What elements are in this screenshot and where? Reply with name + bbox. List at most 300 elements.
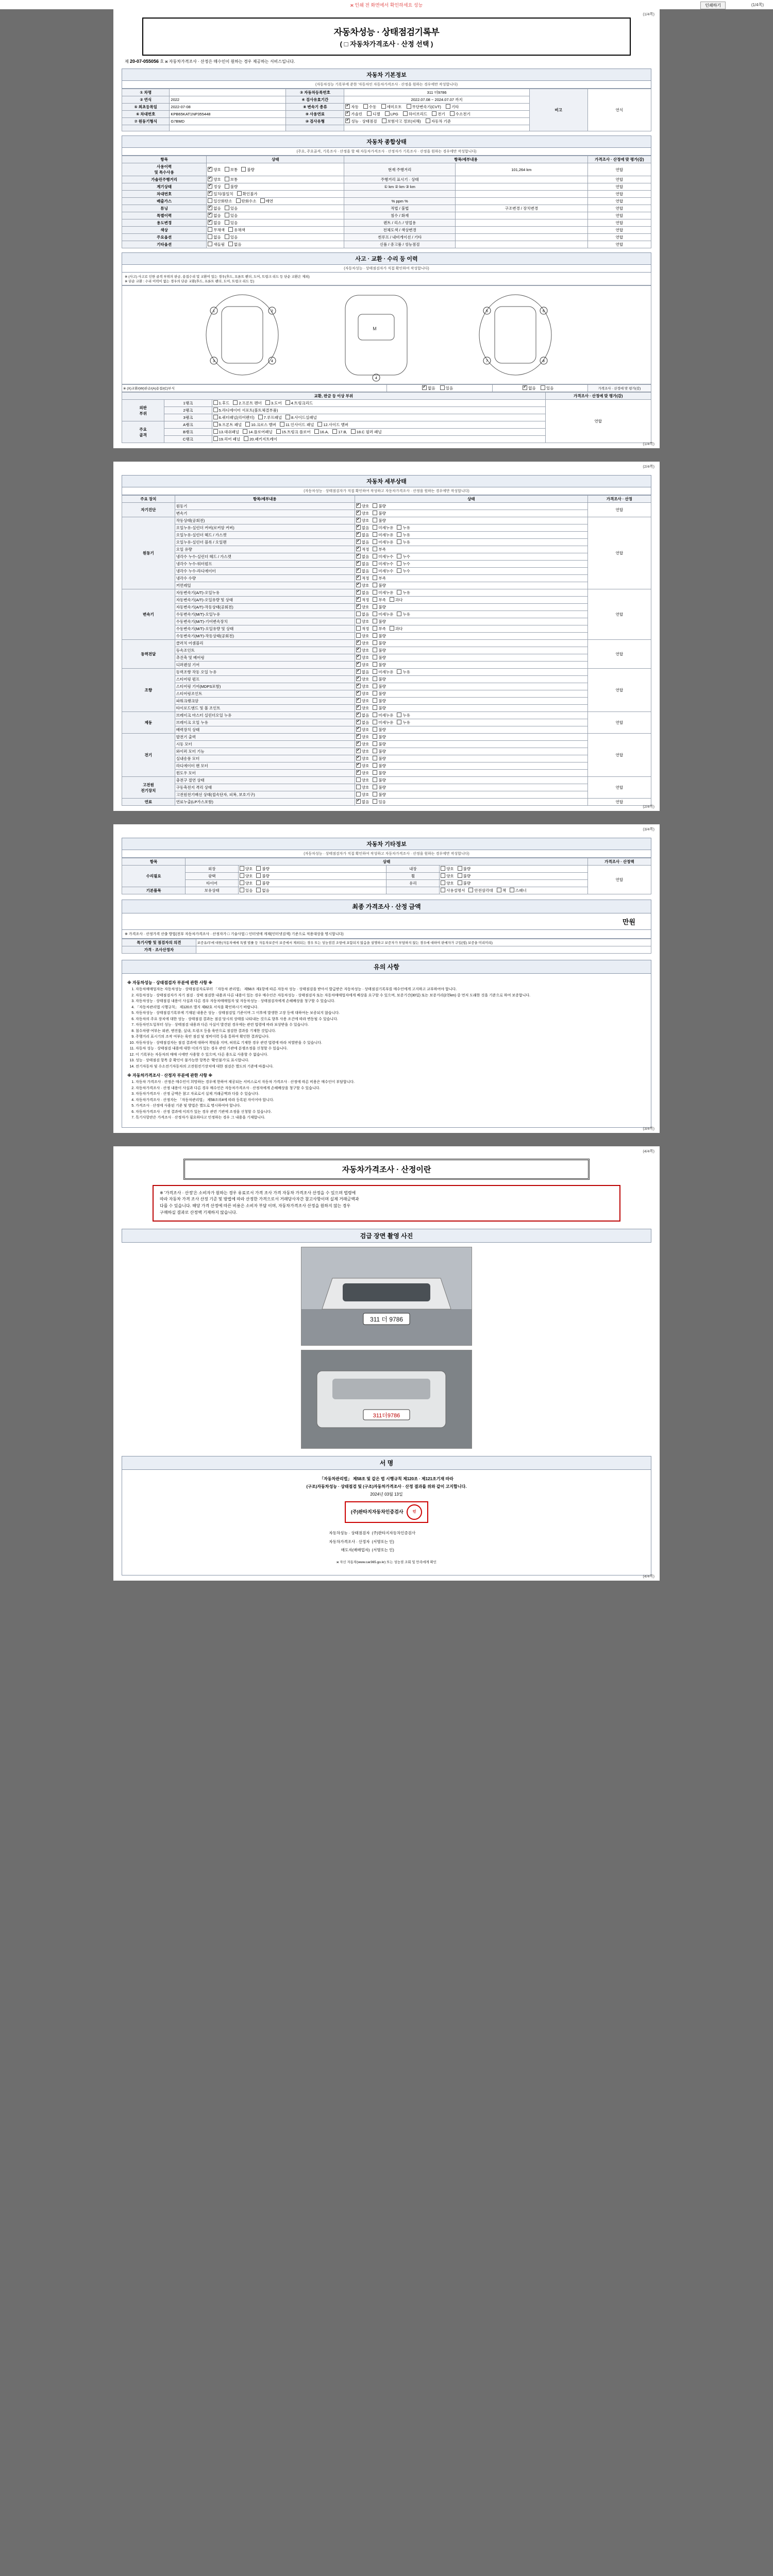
checkbox-icon[interactable] (397, 568, 401, 573)
checkbox-icon[interactable] (356, 720, 361, 724)
option-불량[interactable]: 불량 (241, 167, 255, 173)
checkbox-icon[interactable] (497, 888, 501, 892)
option-불량[interactable]: 불량 (373, 727, 386, 733)
detail-state[interactable] (355, 539, 587, 546)
checkbox-icon[interactable] (381, 104, 386, 109)
option-미세누수[interactable]: 미세누수 (373, 561, 393, 567)
option-누수[interactable]: 누수 (397, 561, 410, 567)
checkbox-icon[interactable] (373, 561, 377, 566)
checkbox-icon[interactable] (356, 554, 361, 558)
overall-state[interactable] (207, 191, 344, 198)
option-양호[interactable]: ✔ 양호 (208, 177, 221, 182)
etc-state-2[interactable] (440, 887, 588, 894)
option-없음[interactable]: ✔ 없음 (208, 220, 221, 226)
checkbox-icon[interactable] (244, 436, 248, 441)
option-불량[interactable]: 불량 (373, 583, 386, 588)
checkbox-icon[interactable] (373, 763, 377, 768)
accident-parts[interactable] (212, 400, 545, 407)
checkbox-icon[interactable] (373, 756, 377, 760)
option-양호[interactable]: ✔ 양호 (356, 604, 369, 610)
checkbox-icon[interactable] (450, 111, 455, 116)
option-3.도어[interactable]: 3.도어 (265, 400, 282, 406)
detail-state[interactable] (355, 524, 587, 532)
option-매연[interactable]: 매연 (260, 198, 274, 204)
checkbox-icon[interactable] (441, 866, 445, 871)
checkbox-icon[interactable] (228, 227, 233, 232)
overall-state[interactable] (207, 183, 344, 191)
option-없음[interactable]: ✔ 없음 (208, 213, 221, 218)
option-사용설명서[interactable]: 사용설명서 (441, 888, 465, 893)
option-none[interactable] (422, 385, 435, 391)
option-없음[interactable]: ✔ 없음 (208, 206, 221, 211)
checkbox-icon[interactable] (356, 691, 361, 696)
overall-state[interactable] (207, 227, 344, 234)
detail-state[interactable] (355, 719, 587, 726)
option-확인불가[interactable]: 확인불가 (237, 191, 258, 197)
checkbox-icon[interactable] (256, 873, 261, 878)
option-미세누유[interactable]: 미세누유 (373, 525, 393, 531)
option-있음[interactable]: 있음 (225, 234, 238, 240)
option-불량[interactable]: 불량 (373, 604, 386, 610)
option-적정[interactable]: ✔ 적정 (356, 575, 369, 581)
option-없음[interactable]: ✔ 없음 (356, 720, 369, 725)
checkbox-icon[interactable] (523, 385, 527, 390)
checkbox-icon[interactable] (356, 734, 361, 739)
detail-state[interactable] (355, 546, 587, 553)
option-누유[interactable]: 누유 (397, 720, 410, 725)
option-양호[interactable]: 양호 (441, 866, 454, 872)
option-10.크로스 멤버[interactable]: 10.크로스 멤버 (245, 422, 276, 428)
option-불량[interactable]: 불량 (458, 880, 471, 886)
option-양호[interactable]: ✔ 양호 (356, 648, 369, 653)
checkbox-icon[interactable] (373, 720, 377, 724)
checkbox-icon[interactable] (345, 118, 350, 123)
checkbox-icon[interactable] (373, 633, 377, 638)
option-14.플로어패널[interactable]: 14.플로어패널 (243, 429, 273, 435)
option-미세누유[interactable]: 미세누유 (373, 720, 393, 725)
checkbox-icon[interactable] (373, 741, 377, 746)
option-없음[interactable]: ✔ 없음 (356, 532, 369, 538)
checkbox-icon[interactable] (385, 111, 390, 116)
legend-options-2[interactable] (492, 385, 587, 392)
checkbox-icon[interactable] (373, 734, 377, 739)
checkbox-icon[interactable] (356, 561, 361, 566)
option-불량[interactable]: 불량 (373, 655, 386, 660)
checkbox-icon[interactable] (373, 575, 377, 580)
overall-state[interactable] (207, 198, 344, 205)
checkbox-icon[interactable] (213, 422, 218, 427)
option-있음[interactable]: 있음 (240, 888, 253, 893)
detail-state[interactable] (355, 705, 587, 712)
option-불량[interactable]: 불량 (373, 770, 386, 776)
option-없음[interactable]: 없음 (228, 242, 242, 247)
option-누유[interactable]: 누유 (397, 539, 410, 545)
option-불량[interactable]: 불량 (373, 763, 386, 769)
detail-state[interactable] (355, 532, 587, 539)
detail-state[interactable] (355, 654, 587, 662)
checkbox-icon[interactable] (356, 597, 361, 602)
checkbox-icon[interactable] (373, 655, 377, 659)
checkbox-icon[interactable] (373, 511, 377, 515)
checkbox-icon[interactable] (356, 749, 361, 753)
checkbox-icon[interactable] (440, 385, 445, 390)
option-불량[interactable]: 불량 (373, 619, 386, 624)
option-불량[interactable]: 불량 (373, 705, 386, 711)
checkbox-icon[interactable] (356, 777, 361, 782)
option-8.사이드실패널[interactable]: 8.사이드실패널 (285, 415, 317, 420)
checkbox-icon[interactable] (256, 866, 261, 871)
checkbox-icon[interactable] (373, 503, 377, 508)
overall-state[interactable] (207, 176, 344, 183)
checkbox-icon[interactable] (225, 206, 229, 210)
detail-state[interactable] (355, 553, 587, 561)
insp-type-options[interactable] (344, 118, 529, 125)
option-양호[interactable]: ✔ 양호 (356, 734, 369, 740)
option-양호[interactable]: ✔ 양호 (356, 503, 369, 509)
option-양호[interactable]: ✔ 양호 (356, 705, 369, 711)
checkbox-icon[interactable] (356, 568, 361, 573)
checkbox-icon[interactable] (356, 532, 361, 537)
detail-state[interactable] (355, 777, 587, 784)
checkbox-icon[interactable] (356, 590, 361, 595)
checkbox-icon[interactable] (356, 799, 361, 804)
option-17.B,[interactable]: 17.B, (332, 429, 347, 434)
detail-state[interactable] (355, 799, 587, 806)
option-불량[interactable]: 불량 (373, 684, 386, 689)
option-양호[interactable]: ✔ 양호 (356, 698, 369, 704)
option-미세누유[interactable]: 미세누유 (373, 539, 393, 545)
option-양호[interactable]: ✔ 양호 (356, 518, 369, 523)
option-양호[interactable]: ✔ 양호 (356, 770, 369, 776)
checkbox-icon[interactable] (356, 503, 361, 508)
option-있음[interactable]: 있음 (225, 206, 238, 211)
option-불량[interactable]: 불량 (373, 640, 386, 646)
option-불량[interactable]: 불량 (373, 792, 386, 798)
checkbox-icon[interactable] (356, 705, 361, 710)
checkbox-icon[interactable] (241, 167, 246, 172)
detail-state[interactable] (355, 676, 587, 683)
checkbox-icon[interactable] (356, 640, 361, 645)
option-insurance[interactable] (382, 118, 421, 124)
option-잭[interactable]: 잭 (497, 888, 506, 893)
checkbox-icon[interactable] (245, 422, 250, 427)
checkbox-icon[interactable] (356, 785, 361, 789)
option-일산화탄소[interactable]: 일산화탄소 (208, 198, 232, 204)
checkbox-icon[interactable] (256, 880, 261, 885)
checkbox-icon[interactable] (446, 104, 450, 109)
option-없음[interactable]: ✔ 없음 (356, 554, 369, 560)
option-exists[interactable] (440, 385, 453, 391)
option-양호[interactable]: 양호 (441, 873, 454, 879)
detail-state[interactable] (355, 784, 587, 791)
checkbox-icon[interactable] (233, 400, 238, 405)
checkbox-icon[interactable] (468, 888, 473, 892)
option-불량[interactable]: 불량 (373, 749, 386, 754)
checkbox-icon[interactable] (441, 873, 445, 878)
option-양호[interactable]: ✔ 양호 (356, 662, 369, 668)
option-불량[interactable]: 불량 (225, 184, 238, 190)
checkbox-icon[interactable] (208, 227, 212, 232)
option-11.인사이드 패널[interactable]: 11.인사이드 패널 (280, 422, 314, 428)
option-none-2[interactable] (523, 385, 536, 391)
checkbox-icon[interactable] (356, 575, 361, 580)
print-button[interactable]: 인쇄하기 (700, 2, 726, 9)
option-일치/불일치[interactable]: ✔ 일치/불일치 (208, 191, 233, 197)
checkbox-icon[interactable] (363, 104, 368, 109)
checkbox-icon[interactable] (373, 648, 377, 652)
option-미세누수[interactable]: 미세누수 (373, 568, 393, 574)
checkbox-icon[interactable] (397, 554, 401, 558)
checkbox-icon[interactable] (407, 104, 411, 109)
option-양호[interactable]: 양호 (356, 619, 369, 624)
checkbox-icon[interactable] (260, 198, 265, 203)
option-etc[interactable] (446, 104, 459, 110)
checkbox-icon[interactable] (390, 626, 394, 631)
checkbox-icon[interactable] (208, 206, 212, 210)
checkbox-icon[interactable] (422, 385, 427, 390)
checkbox-icon[interactable] (213, 408, 218, 412)
detail-state[interactable] (355, 755, 587, 762)
option-양호[interactable]: ✔ 양호 (356, 676, 369, 682)
option-누수[interactable]: 누수 (397, 568, 410, 574)
checkbox-icon[interactable] (356, 698, 361, 703)
checkbox-icon[interactable] (373, 669, 377, 674)
detail-state[interactable] (355, 647, 587, 654)
option-없음[interactable]: ✔ 없음 (356, 799, 369, 805)
option-불량[interactable]: 불량 (458, 866, 471, 872)
option-lpg[interactable] (385, 111, 398, 116)
option-누유[interactable]: 누유 (397, 590, 410, 596)
option-양호[interactable]: ✔ 양호 (356, 763, 369, 769)
option-없음[interactable]: ✔ 없음 (356, 561, 369, 567)
checkbox-icon[interactable] (345, 111, 350, 116)
checkbox-icon[interactable] (373, 539, 377, 544)
option-불량[interactable]: 불량 (373, 691, 386, 697)
checkbox-icon[interactable] (356, 770, 361, 775)
checkbox-icon[interactable] (356, 763, 361, 768)
option-불량[interactable]: 불량 (373, 785, 386, 790)
checkbox-icon[interactable] (373, 749, 377, 753)
option-누유[interactable]: 누유 (397, 669, 410, 675)
checkbox-icon[interactable] (510, 888, 514, 892)
checkbox-icon[interactable] (356, 741, 361, 746)
option-12.사이드 멤버[interactable]: 12.사이드 멤버 (317, 422, 348, 428)
option-양호[interactable]: 양호 (240, 866, 253, 872)
option-9.프론트 패널[interactable]: 9.프론트 패널 (213, 422, 242, 428)
checkbox-icon[interactable] (356, 655, 361, 659)
option-양호[interactable]: ✔ 양호 (356, 691, 369, 697)
checkbox-icon[interactable] (356, 511, 361, 515)
checkbox-icon[interactable] (397, 720, 401, 724)
etc-state-2[interactable] (440, 873, 588, 880)
option-안전삼각대[interactable]: 안전삼각대 (468, 888, 493, 893)
option-gasoline[interactable] (345, 111, 362, 117)
checkbox-icon[interactable] (356, 792, 361, 796)
option-양호[interactable]: 양호 (441, 880, 454, 886)
option-양호[interactable]: ✔ 양호 (356, 511, 369, 516)
option-불량[interactable]: 불량 (373, 648, 386, 653)
option-6.쿼터패널(리어펜더)[interactable]: 6.쿼터패널(리어펜더) (213, 415, 255, 420)
option-없음[interactable]: ✔ 없음 (356, 713, 369, 718)
option-스패너[interactable]: 스패너 (510, 888, 527, 893)
checkbox-icon[interactable] (317, 422, 322, 427)
checkbox-icon[interactable] (356, 583, 361, 587)
checkbox-icon[interactable] (285, 400, 290, 405)
checkbox-icon[interactable] (208, 213, 212, 217)
option-4.트렁크리드[interactable]: 4.트렁크리드 (285, 400, 313, 406)
checkbox-icon[interactable] (332, 429, 337, 434)
mission-options[interactable] (344, 104, 529, 111)
option-불량[interactable]: 불량 (256, 873, 270, 879)
option-ev[interactable] (432, 111, 445, 117)
checkbox-icon[interactable] (403, 111, 408, 116)
option-부족[interactable]: 부족 (373, 626, 386, 632)
option-양호[interactable]: ✔ 양호 (356, 741, 369, 747)
option-없음[interactable]: 없음 (208, 234, 221, 240)
checkbox-icon[interactable] (373, 619, 377, 623)
option-19.리어 패널[interactable]: 19.리어 패널 (213, 436, 241, 442)
option-새들림[interactable]: 새들림 (208, 242, 225, 247)
option-없음[interactable]: 없음 (256, 888, 270, 893)
option-부족[interactable]: 부족 (373, 575, 386, 581)
checkbox-icon[interactable] (276, 429, 281, 434)
checkbox-icon[interactable] (356, 626, 361, 631)
option-없음[interactable]: ✔ 없음 (356, 539, 369, 545)
checkbox-icon[interactable] (225, 184, 229, 189)
detail-state[interactable] (355, 662, 587, 669)
option-미세누유[interactable]: 미세누유 (373, 669, 393, 675)
detail-state[interactable] (355, 618, 587, 625)
detail-state[interactable] (355, 510, 587, 517)
detail-state[interactable] (355, 589, 587, 597)
option-diesel[interactable] (367, 111, 380, 117)
detail-state[interactable] (355, 597, 587, 604)
checkbox-icon[interactable] (373, 662, 377, 667)
detail-state[interactable] (355, 791, 587, 799)
checkbox-icon[interactable] (356, 676, 361, 681)
detail-state[interactable] (355, 517, 587, 524)
checkbox-icon[interactable] (441, 888, 445, 892)
checkbox-icon[interactable] (208, 242, 212, 246)
checkbox-icon[interactable] (356, 518, 361, 522)
checkbox-icon[interactable] (225, 213, 229, 217)
checkbox-icon[interactable] (373, 597, 377, 602)
option-불량[interactable]: 불량 (373, 676, 386, 682)
checkbox-icon[interactable] (356, 648, 361, 652)
checkbox-icon[interactable] (373, 626, 377, 631)
option-perf-check[interactable] (345, 118, 377, 124)
option-누유[interactable]: 누유 (397, 532, 410, 538)
option-유채색[interactable]: 유채색 (228, 227, 245, 233)
checkbox-icon[interactable] (356, 619, 361, 623)
etc-state-1[interactable] (238, 866, 386, 873)
overall-state[interactable] (207, 219, 344, 227)
detail-state[interactable] (355, 741, 587, 748)
checkbox-icon[interactable] (213, 415, 218, 419)
checkbox-icon[interactable] (356, 547, 361, 551)
option-5.라디에이터 서포트(볼트체결부품)[interactable]: 5.라디에이터 서포트(볼트체결부품) (213, 408, 278, 413)
accident-parts[interactable] (212, 436, 545, 443)
option-누유[interactable]: 누유 (397, 525, 410, 531)
option-exists-2[interactable] (541, 385, 554, 391)
detail-state[interactable] (355, 611, 587, 618)
option-manual[interactable] (363, 104, 377, 110)
detail-state[interactable] (355, 734, 587, 741)
checkbox-icon[interactable] (373, 547, 377, 551)
option-cvt[interactable] (407, 104, 441, 110)
checkbox-icon[interactable] (256, 888, 261, 892)
checkbox-icon[interactable] (373, 792, 377, 796)
option-양호[interactable]: 양호 (356, 777, 369, 783)
checkbox-icon[interactable] (225, 234, 229, 239)
option-미세누유[interactable]: 미세누유 (373, 612, 393, 617)
option-누유[interactable]: 누유 (397, 713, 410, 718)
option-양호[interactable]: ✔ 양호 (356, 684, 369, 689)
checkbox-icon[interactable] (458, 873, 462, 878)
checkbox-icon[interactable] (356, 713, 361, 717)
option-적정[interactable]: 적정 (356, 626, 369, 632)
option-미세누유[interactable]: 미세누유 (373, 713, 393, 718)
option-불량[interactable]: 불량 (373, 741, 386, 747)
checkbox-icon[interactable] (373, 676, 377, 681)
checkbox-icon[interactable] (373, 691, 377, 696)
checkbox-icon[interactable] (397, 713, 401, 717)
checkbox-icon[interactable] (373, 532, 377, 537)
option-양호[interactable]: 양호 (240, 880, 253, 886)
checkbox-icon[interactable] (213, 400, 218, 405)
checkbox-icon[interactable] (351, 429, 356, 434)
option-불량[interactable]: 불량 (373, 777, 386, 783)
checkbox-icon[interactable] (373, 770, 377, 775)
option-양호[interactable]: ✔ 양호 (356, 583, 369, 588)
accident-parts[interactable] (212, 407, 545, 414)
checkbox-icon[interactable] (345, 104, 350, 109)
overall-state[interactable] (207, 241, 344, 248)
option-16.A,[interactable]: 16.A, (314, 429, 329, 434)
detail-state[interactable] (355, 633, 587, 640)
option-양호[interactable]: ✔ 양호 (356, 655, 369, 660)
checkbox-icon[interactable] (373, 705, 377, 710)
checkbox-icon[interactable] (240, 888, 244, 892)
overall-state[interactable] (207, 212, 344, 219)
option-양호[interactable]: 양호 (240, 873, 253, 879)
checkbox-icon[interactable] (367, 111, 372, 116)
detail-state[interactable] (355, 698, 587, 705)
detail-state[interactable] (355, 726, 587, 734)
checkbox-icon[interactable] (356, 525, 361, 530)
checkbox-icon[interactable] (356, 727, 361, 732)
detail-state[interactable] (355, 625, 587, 633)
checkbox-icon[interactable] (213, 429, 218, 434)
checkbox-icon[interactable] (356, 662, 361, 667)
detail-state[interactable] (355, 712, 587, 719)
option-불량[interactable]: 불량 (458, 873, 471, 879)
checkbox-icon[interactable] (397, 612, 401, 616)
checkbox-icon[interactable] (356, 756, 361, 760)
option-적정[interactable]: ✔ 적정 (356, 597, 369, 603)
checkbox-icon[interactable] (432, 111, 436, 116)
option-양호[interactable]: 양호 (356, 785, 369, 790)
option-양호[interactable]: 양호 (356, 792, 369, 798)
checkbox-icon[interactable] (236, 198, 241, 203)
checkbox-icon[interactable] (373, 713, 377, 717)
checkbox-icon[interactable] (208, 184, 212, 189)
option-standard[interactable] (426, 118, 451, 124)
option-2.프론트 펜더[interactable]: 2.프론트 펜더 (233, 400, 262, 406)
checkbox-icon[interactable] (397, 561, 401, 566)
option-미세누유[interactable]: 미세누유 (373, 532, 393, 538)
option-부족[interactable]: 부족 (373, 597, 386, 603)
